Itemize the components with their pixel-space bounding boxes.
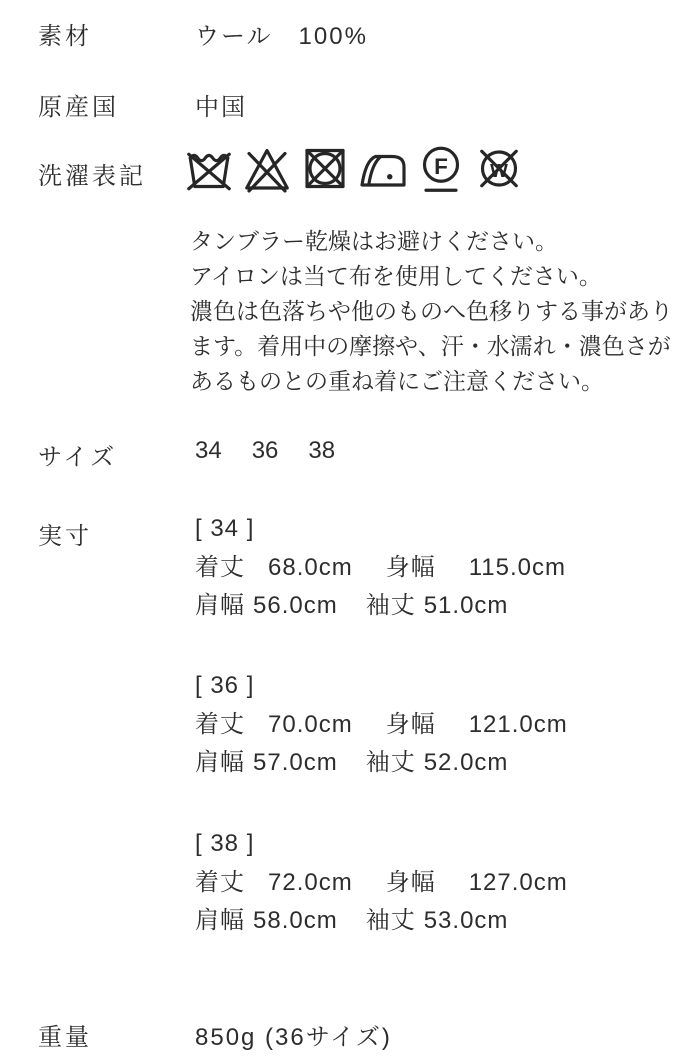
care-note-line: タンブラー乾燥はお避けください。 [190, 228, 558, 254]
measure-value: 58.0cm [253, 907, 338, 934]
size-value: 34 [195, 437, 222, 464]
measurement-line [195, 549, 566, 588]
measure-key: 肩幅 [195, 907, 245, 934]
care-notes [190, 224, 680, 399]
measure-key: 身幅 [385, 710, 436, 738]
measure-value: 56.0cm [253, 592, 338, 619]
dry-clean-f-letter: F [434, 153, 448, 179]
do-not-bleach-icon [243, 143, 291, 194]
measure-value: 72.0cm [268, 868, 353, 896]
material-value: ウール 100% [195, 23, 368, 50]
measure-key: 袖丈 [365, 907, 416, 934]
do-not-tumble-dry-icon [301, 143, 349, 194]
measure-value: 51.0cm [423, 592, 509, 619]
origin-label: 原産国 [38, 94, 119, 121]
care-symbols-label: 洗濯表記 [38, 163, 146, 190]
measurements-label: 実寸 [38, 523, 92, 550]
measurement-line [195, 864, 568, 903]
dry-clean-f-gentle-icon [417, 143, 465, 194]
wet-clean-w-letter: W [490, 159, 508, 181]
measure-key: 袖丈 [365, 592, 416, 619]
size-value: 36 [251, 437, 279, 464]
measure-key: 身幅 [385, 553, 436, 581]
measure-key: 着丈 [195, 553, 245, 581]
measure-key: 肩幅 [195, 592, 245, 619]
material-label: 素材 [38, 23, 92, 50]
measurement-size-header: [ 34 ] [195, 515, 255, 542]
do-not-wash-icon [185, 143, 233, 194]
size-value: 38 [308, 437, 336, 464]
size-label: サイズ [38, 444, 118, 471]
measurement-line [195, 587, 566, 626]
measurement-group-38 [195, 825, 568, 941]
measure-key: 肩幅 [195, 749, 245, 776]
measure-value: 115.0cm [468, 553, 566, 581]
weight-label: 重量 [38, 1024, 92, 1051]
measurement-line [195, 706, 568, 745]
weight-value: 850g (36サイズ) [195, 1024, 392, 1051]
measurement-group-36 [195, 667, 568, 783]
measurement-size-header: [ 36 ] [195, 672, 255, 699]
measure-value: 121.0cm [468, 710, 568, 738]
measure-value: 53.0cm [423, 907, 509, 934]
measurement-group-34 [195, 510, 566, 626]
measure-key: 身幅 [385, 868, 436, 896]
size-values [195, 437, 335, 465]
measurement-line [195, 902, 568, 941]
measure-value: 70.0cm [268, 710, 353, 738]
iron-low-heat-icon [359, 143, 407, 194]
care-note-line: 濃色は色落ちや他のものへ色移りする事があります。着用中の摩擦や、汗・水濡れ・濃色さがあるものとの重ね着にご注意ください。 [190, 298, 673, 394]
measure-value: 127.0cm [468, 868, 568, 896]
measure-key: 袖丈 [365, 749, 416, 776]
measure-value: 68.0cm [268, 553, 353, 581]
origin-value: 中国 [195, 94, 247, 121]
do-not-wet-clean-icon [475, 143, 523, 194]
measure-value: 52.0cm [423, 749, 509, 776]
measure-key: 着丈 [195, 868, 245, 896]
measurement-size-header: [ 38 ] [195, 830, 255, 857]
measurement-line [195, 744, 568, 783]
measure-value: 57.0cm [253, 749, 338, 776]
measure-key: 着丈 [195, 710, 245, 738]
care-symbols-row [185, 143, 523, 194]
care-note-line: アイロンは当て布を使用してください。 [190, 263, 602, 289]
